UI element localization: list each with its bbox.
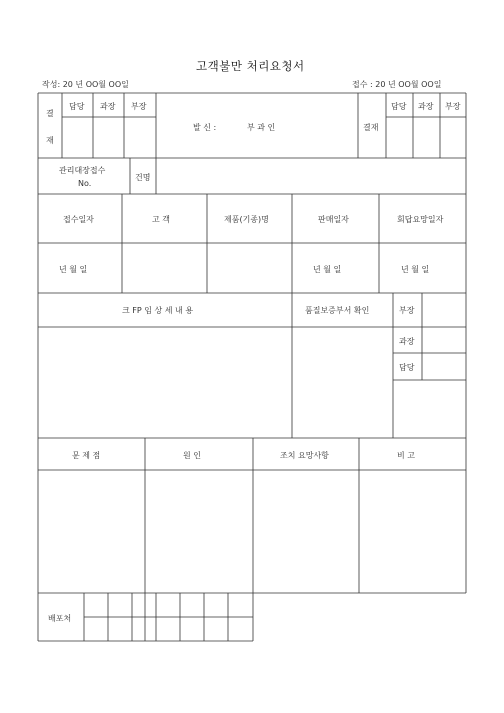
- qa-role-manager: 과장: [399, 337, 415, 346]
- approval-role-manager: 과장: [100, 102, 116, 111]
- header-action: 조치 요망사항: [280, 451, 329, 460]
- qa-role-director: 부장: [399, 306, 415, 315]
- header-remarks: 비 고: [397, 451, 415, 460]
- right-role-manager: 과장: [418, 102, 434, 111]
- right-role-director: 부장: [445, 102, 461, 111]
- receipt-date-value: 년 월 일: [59, 265, 88, 274]
- page-title: 고객불만 처리요청서: [196, 59, 305, 73]
- reply-date-value: 년 월 일: [401, 265, 430, 274]
- approval-role-staff: 담당: [69, 102, 85, 111]
- right-role-staff: 담당: [391, 102, 407, 111]
- sale-date-value: 년 월 일: [313, 265, 342, 274]
- subject-label: 건명: [135, 173, 151, 182]
- approval-label-bottom: 재: [46, 136, 54, 145]
- header-problem: 문 제 점: [72, 451, 101, 460]
- approval-role-director: 부장: [131, 102, 147, 111]
- header-cause: 원 인: [183, 451, 201, 460]
- header-customer: 고 객: [152, 215, 170, 224]
- distribution-label: 배포처: [48, 614, 72, 623]
- written-date: 작성: 20 년 OO월 OO일: [42, 80, 129, 89]
- claim-details-label: 크 FP 임 상 세 내 용: [122, 306, 194, 315]
- header-reply-date: 회답요망일자: [397, 215, 444, 224]
- registry-number-no: No.: [78, 179, 92, 188]
- sender-dept: 부 과 인: [247, 123, 276, 132]
- header-receipt-date: 접수일자: [63, 215, 94, 224]
- sender-label: 발 신 :: [193, 123, 217, 132]
- approval-label-top: 결: [46, 109, 54, 118]
- received-date: 접수 : 20 년 OO월 OO일: [352, 80, 442, 89]
- qa-role-staff: 담당: [399, 363, 415, 372]
- registry-number-label: 관리대장접수: [59, 166, 106, 175]
- header-product: 제품(기종)명: [224, 215, 269, 224]
- approval-label-right: 결재: [363, 123, 379, 132]
- header-sale-date: 판매일자: [318, 215, 349, 224]
- qa-confirm-label: 품질보증부서 확인: [305, 306, 370, 315]
